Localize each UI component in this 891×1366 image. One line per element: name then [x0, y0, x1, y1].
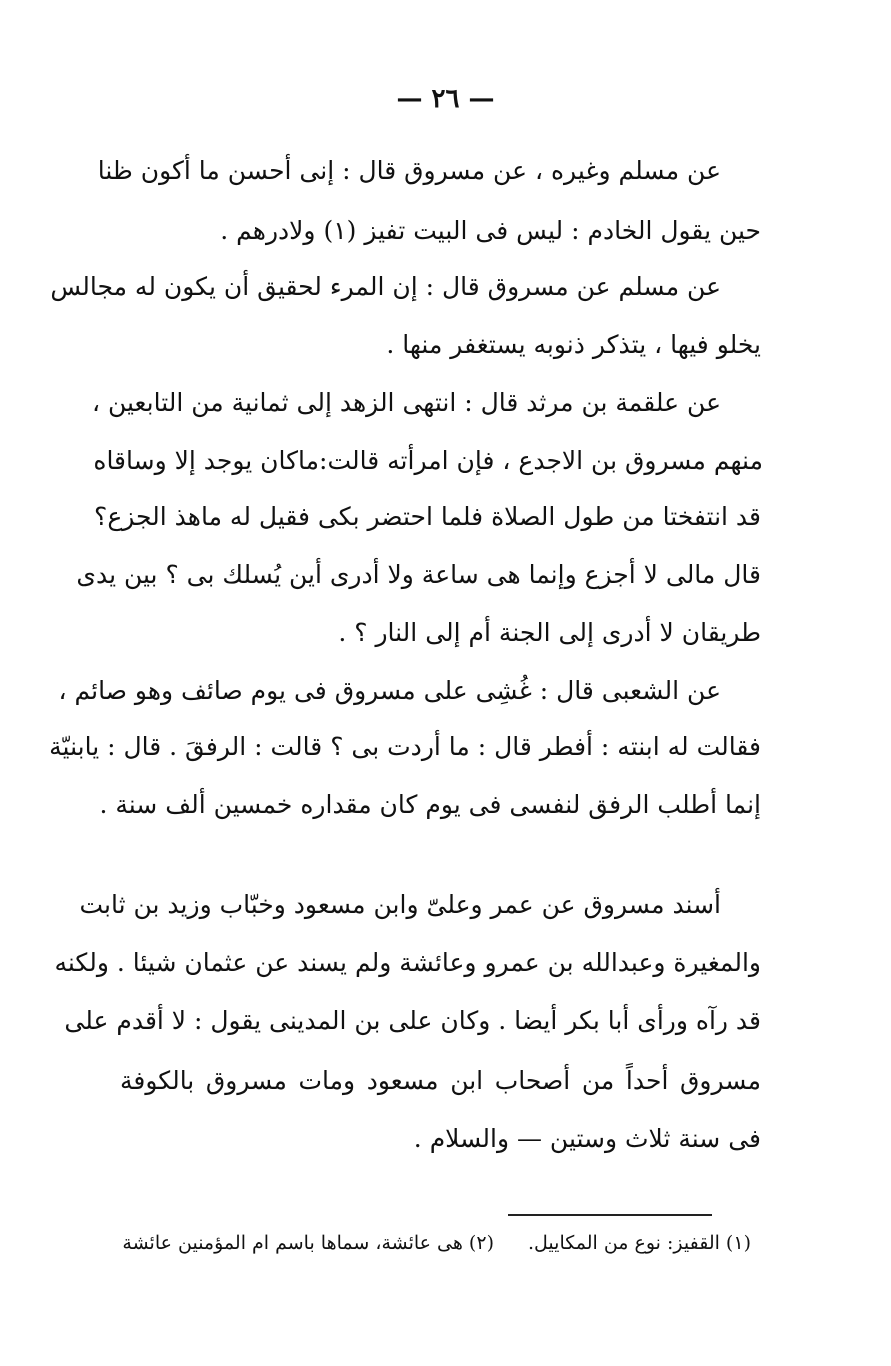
- paragraph-line: عن مسلم وغيره ، عن مسروق قال : إنى أحسن ما أكون ظنا: [97, 156, 721, 185]
- footnotes: [96, 1228, 751, 1258]
- paragraph-line: طريقان لا أدرى إلى الجنة أم إلى النار ؟ .: [338, 618, 761, 647]
- paragraph-line: فى سنة ثلاث وستين — والسلام .: [413, 1124, 761, 1153]
- paragraph-line: عن الشعبى قال : غُشِى على مسروق فى يوم صائف وهو صائم ،: [58, 676, 721, 705]
- paragraph-line: يخلو فيها ، يتذكر ذنوبه يستغفر منها .: [386, 330, 761, 359]
- paragraph-line: عن مسلم عن مسروق قال : إن المرء لحقيق أن يكون له مجالس: [50, 272, 721, 301]
- paragraph-line: حين يقول الخادم : ليس فى البيت تفيز (١) ولادرهم .: [220, 216, 761, 245]
- paragraph-line: قد انتفختا من طول الصلاة فلما احتضر بكى فقيل له ماهذ الجزع؟: [94, 502, 761, 531]
- paragraph-line: منهم مسروق بن الاجدع ، فإن امرأته قالت:ماكان يوجد إلا وساقاه: [93, 446, 763, 475]
- paragraph-line: إنما أطلب الرفق لنفسى فى يوم كان مقداره خمسين ألف سنة .: [99, 790, 761, 819]
- paragraph-line: أسند مسروق عن عمر وعلىّ وابن مسعود وخبّاب وزيد بن ثابت: [79, 890, 721, 919]
- footnote-2: (٢) هى عائشة، سماها باسم ام المؤمنين عائشة: [122, 1232, 494, 1254]
- footnote-1: (١) القفيز: نوع من المكاييل.: [528, 1232, 751, 1254]
- paragraph-line: قد رآه ورأى أبا بكر أيضا . وكان على بن المدينى يقول : لا أقدم على: [64, 1006, 761, 1035]
- paragraph-line: والمغيرة وعبدالله بن عمرو وعائشة ولم يسند عن عثمان شيئا . ولكنه: [54, 948, 761, 977]
- page-number: — ٢٦ —: [396, 84, 495, 114]
- paragraph-line: عن علقمة بن مرثد قال : انتهى الزهد إلى ثمانية من التابعين ،: [91, 388, 721, 417]
- paragraph-line: مسروق أحداً من أصحاب ابن مسعود ومات مسروق بالكوفة: [120, 1066, 761, 1095]
- footnote-divider: [508, 1214, 712, 1216]
- paragraph-line: فقالت له ابنته : أفطر قال : ما أردت بى ؟ قالت : الرفقَ . قال : يابنيّة: [49, 732, 761, 761]
- paragraph-line: قال مالى لا أجزع وإنما هى ساعة ولا أدرى أين يُسلك بى ؟ بين يدى: [76, 560, 761, 589]
